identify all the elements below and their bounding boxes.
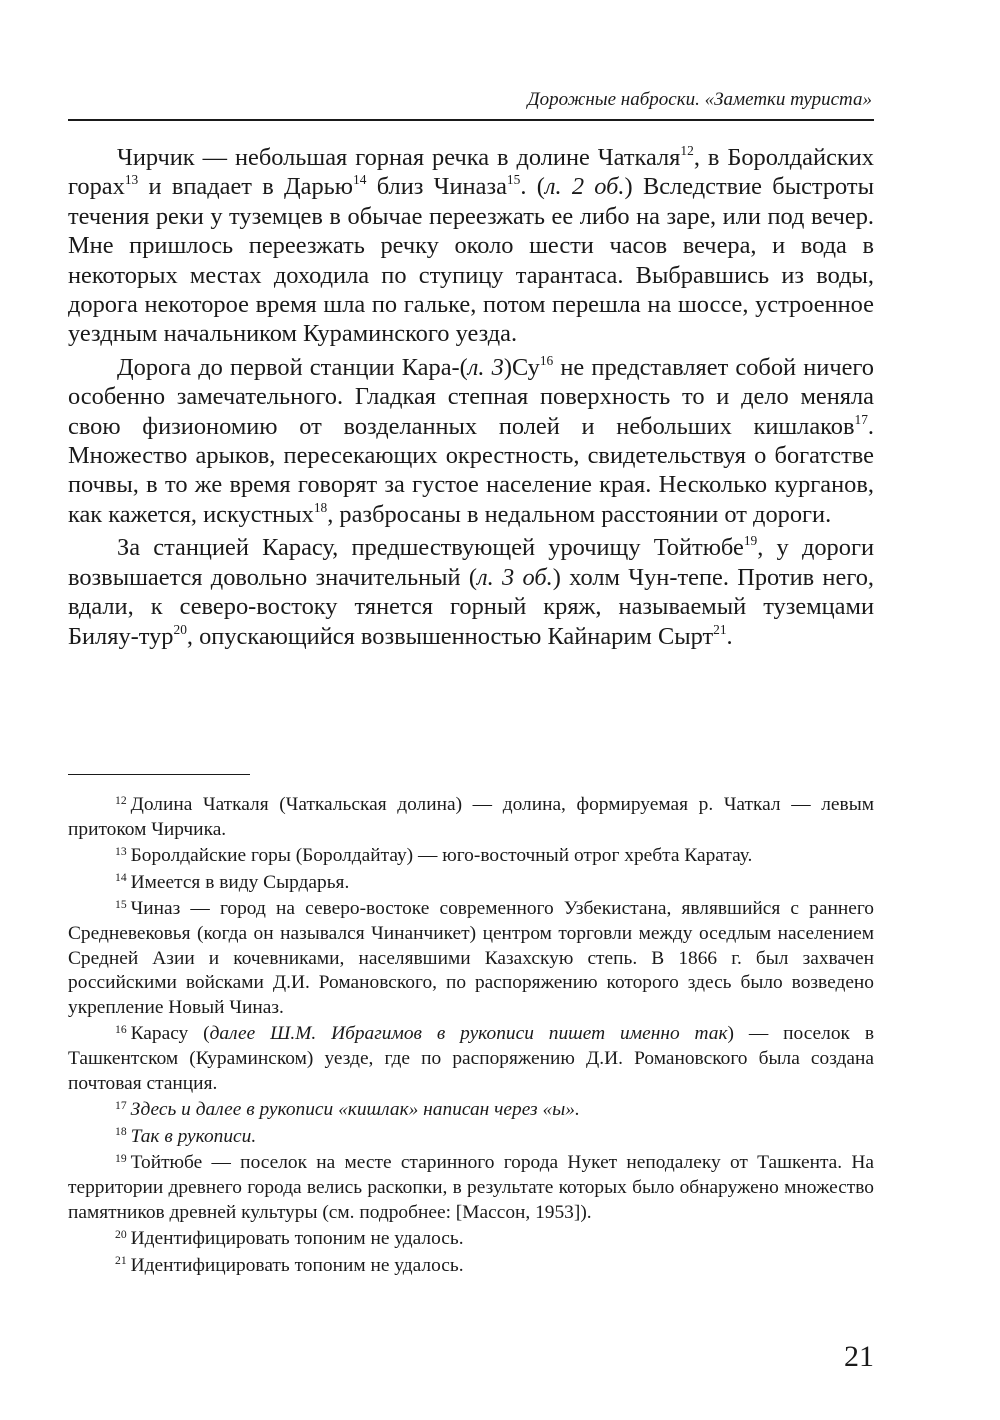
footnote-number: 17	[115, 1098, 127, 1112]
footnote-ref: 18	[313, 499, 328, 515]
footnote-number: 12	[115, 793, 127, 807]
footnote-21: $^{21}$ Идентифицировать топоним не удалось.	[115, 1254, 464, 1276]
footnote-number: 16	[115, 1022, 127, 1036]
footnote-separator	[68, 774, 250, 775]
footnote-ref: 16	[539, 352, 554, 368]
manuscript-sheet-ref: л. 3	[467, 353, 504, 381]
footnote-ref: 13	[124, 172, 139, 188]
footnote-number: 20	[115, 1227, 127, 1241]
footnote-19: $^{19}$ Тойтюбе — поселок на месте старинного города Нукет неподалеку от Ташкента. На территории древнего города велись раскопки, в результате которых было обнаружено множество памятников древней культуры (см. подробнее: [Массон, 1953]).	[68, 1151, 874, 1223]
running-head: Дорожные наброски. «Заметки туриста»	[527, 89, 872, 110]
footnote-12: $^{12}$ Долина Чаткаля (Чаткальская долина) — долина, формируемая р. Чаткал — левым притоком Чирчика.	[68, 793, 874, 840]
footnote-16: $^{16}$ Карасу (далее Ш.М. Ибрагимов в рукописи пишет именно так) — поселок в Ташкентском (Кураминском) уезде, где по распоряжению Д.И. Романовского была создана почтовая станция.	[68, 1022, 874, 1094]
footnote-ref: 14	[353, 172, 367, 188]
paragraph-1: Чирчик — небольшая горная речка в долине Чаткаля$^{12}$, в Боролдайских горах$^{13}$ и впадает в Дарью$^{14}$ близ Чиназа$^{15}$. (л. 2 об.) Вследствие быстроты течения реки у туземцев в обычае переезжать ее либо на заре, или под вечер. Мне пришлось переезжать речку около шести часов вечера, и вода в некоторых местах доходила по ступицу тарантаса. Выбравшись из воды, дорога некоторое время шла по гальке, потом перешла на шоссе, устроенное уездным начальником Кураминского уезда.	[68, 142, 874, 348]
footnote-18: $^{18}$ Так в рукописи.	[115, 1125, 257, 1147]
footnote-20: $^{20}$ Идентифицировать топоним не удалось.	[115, 1227, 464, 1250]
paragraph-2: Дорога до первой станции Кара-(л. $3)Су^{16}$ не представляет собой ничего особенно замечательного. Гладкая степная поверхность то и дело меняла свою физиономию от возделанных полей и небольших кишлаков$^{17}$. Множество арыков, пересекающих окрестность, свидетельствуя о богатстве почвы, в то же время говорят за густое население края. Несколько курганов, как кажется, искустных$^{18}$, разбросаны в недальном расстоянии от дороги.	[68, 352, 874, 528]
footnote-number: 21	[115, 1254, 127, 1268]
footnote-number: 14	[115, 871, 127, 885]
footnote-ref: 21	[713, 621, 727, 637]
footnote-17: $^{17}$ Здесь и далее в рукописи «кишлак» написан через «ы».	[115, 1098, 580, 1121]
footnote-ref: 17	[854, 411, 868, 427]
paragraph-3: За станцией Карасу, предшествующей урочищу Тойтюбе$^{19}$, у дороги возвышается довольно значительный (л. 3 об.) холм Чун-тепе. Против него, вдали, к северо-востоку тянется горный кряж, называемый туземцами Биляу-тур$^{20}$, опускающийся возвышенностью Кайнарим Сырт$^{21}$.	[68, 533, 875, 650]
footnote-number: 13	[115, 844, 127, 858]
manuscript-sheet-ref: л. 2 об.	[544, 173, 625, 201]
footnote-ref: 19	[743, 533, 758, 549]
header-rule	[68, 119, 874, 121]
footnote-number: 19	[115, 1151, 127, 1165]
footnote-ref: 20	[173, 621, 187, 637]
footnote-number: 18	[115, 1125, 127, 1139]
footnote-ref: 12	[680, 142, 694, 158]
footnote-number: 15	[115, 897, 127, 911]
manuscript-sheet-ref: л. 3 об.	[477, 563, 553, 591]
footnotes	[68, 793, 874, 1280]
main-text	[68, 143, 874, 655]
footnote-13: $^{13}$ Боролдайские горы (Боролдайтау) — юго-восточный отрог хребта Каратау.	[115, 844, 753, 867]
footnote-14: $^{14}$ Имеется в виду Сырдарья.	[115, 871, 350, 893]
page-number: 21	[844, 1340, 874, 1373]
footnote-ref: 15	[506, 172, 521, 188]
footnote-15: $^{15}$ Чиназ — город на северо-востоке современного Узбекистана, являвшийся с раннего Средневековья (когда он назывался Чинанчикет) центром торговли между оседлым населением Средней Азии и кочевниками, населявшими Казахскую степь. В 1866 г. был захвачен российскими войсками Д.И. Романовского, по распоряжению которого здесь было возведено укрепление Новый Чиназ.	[68, 897, 874, 1018]
